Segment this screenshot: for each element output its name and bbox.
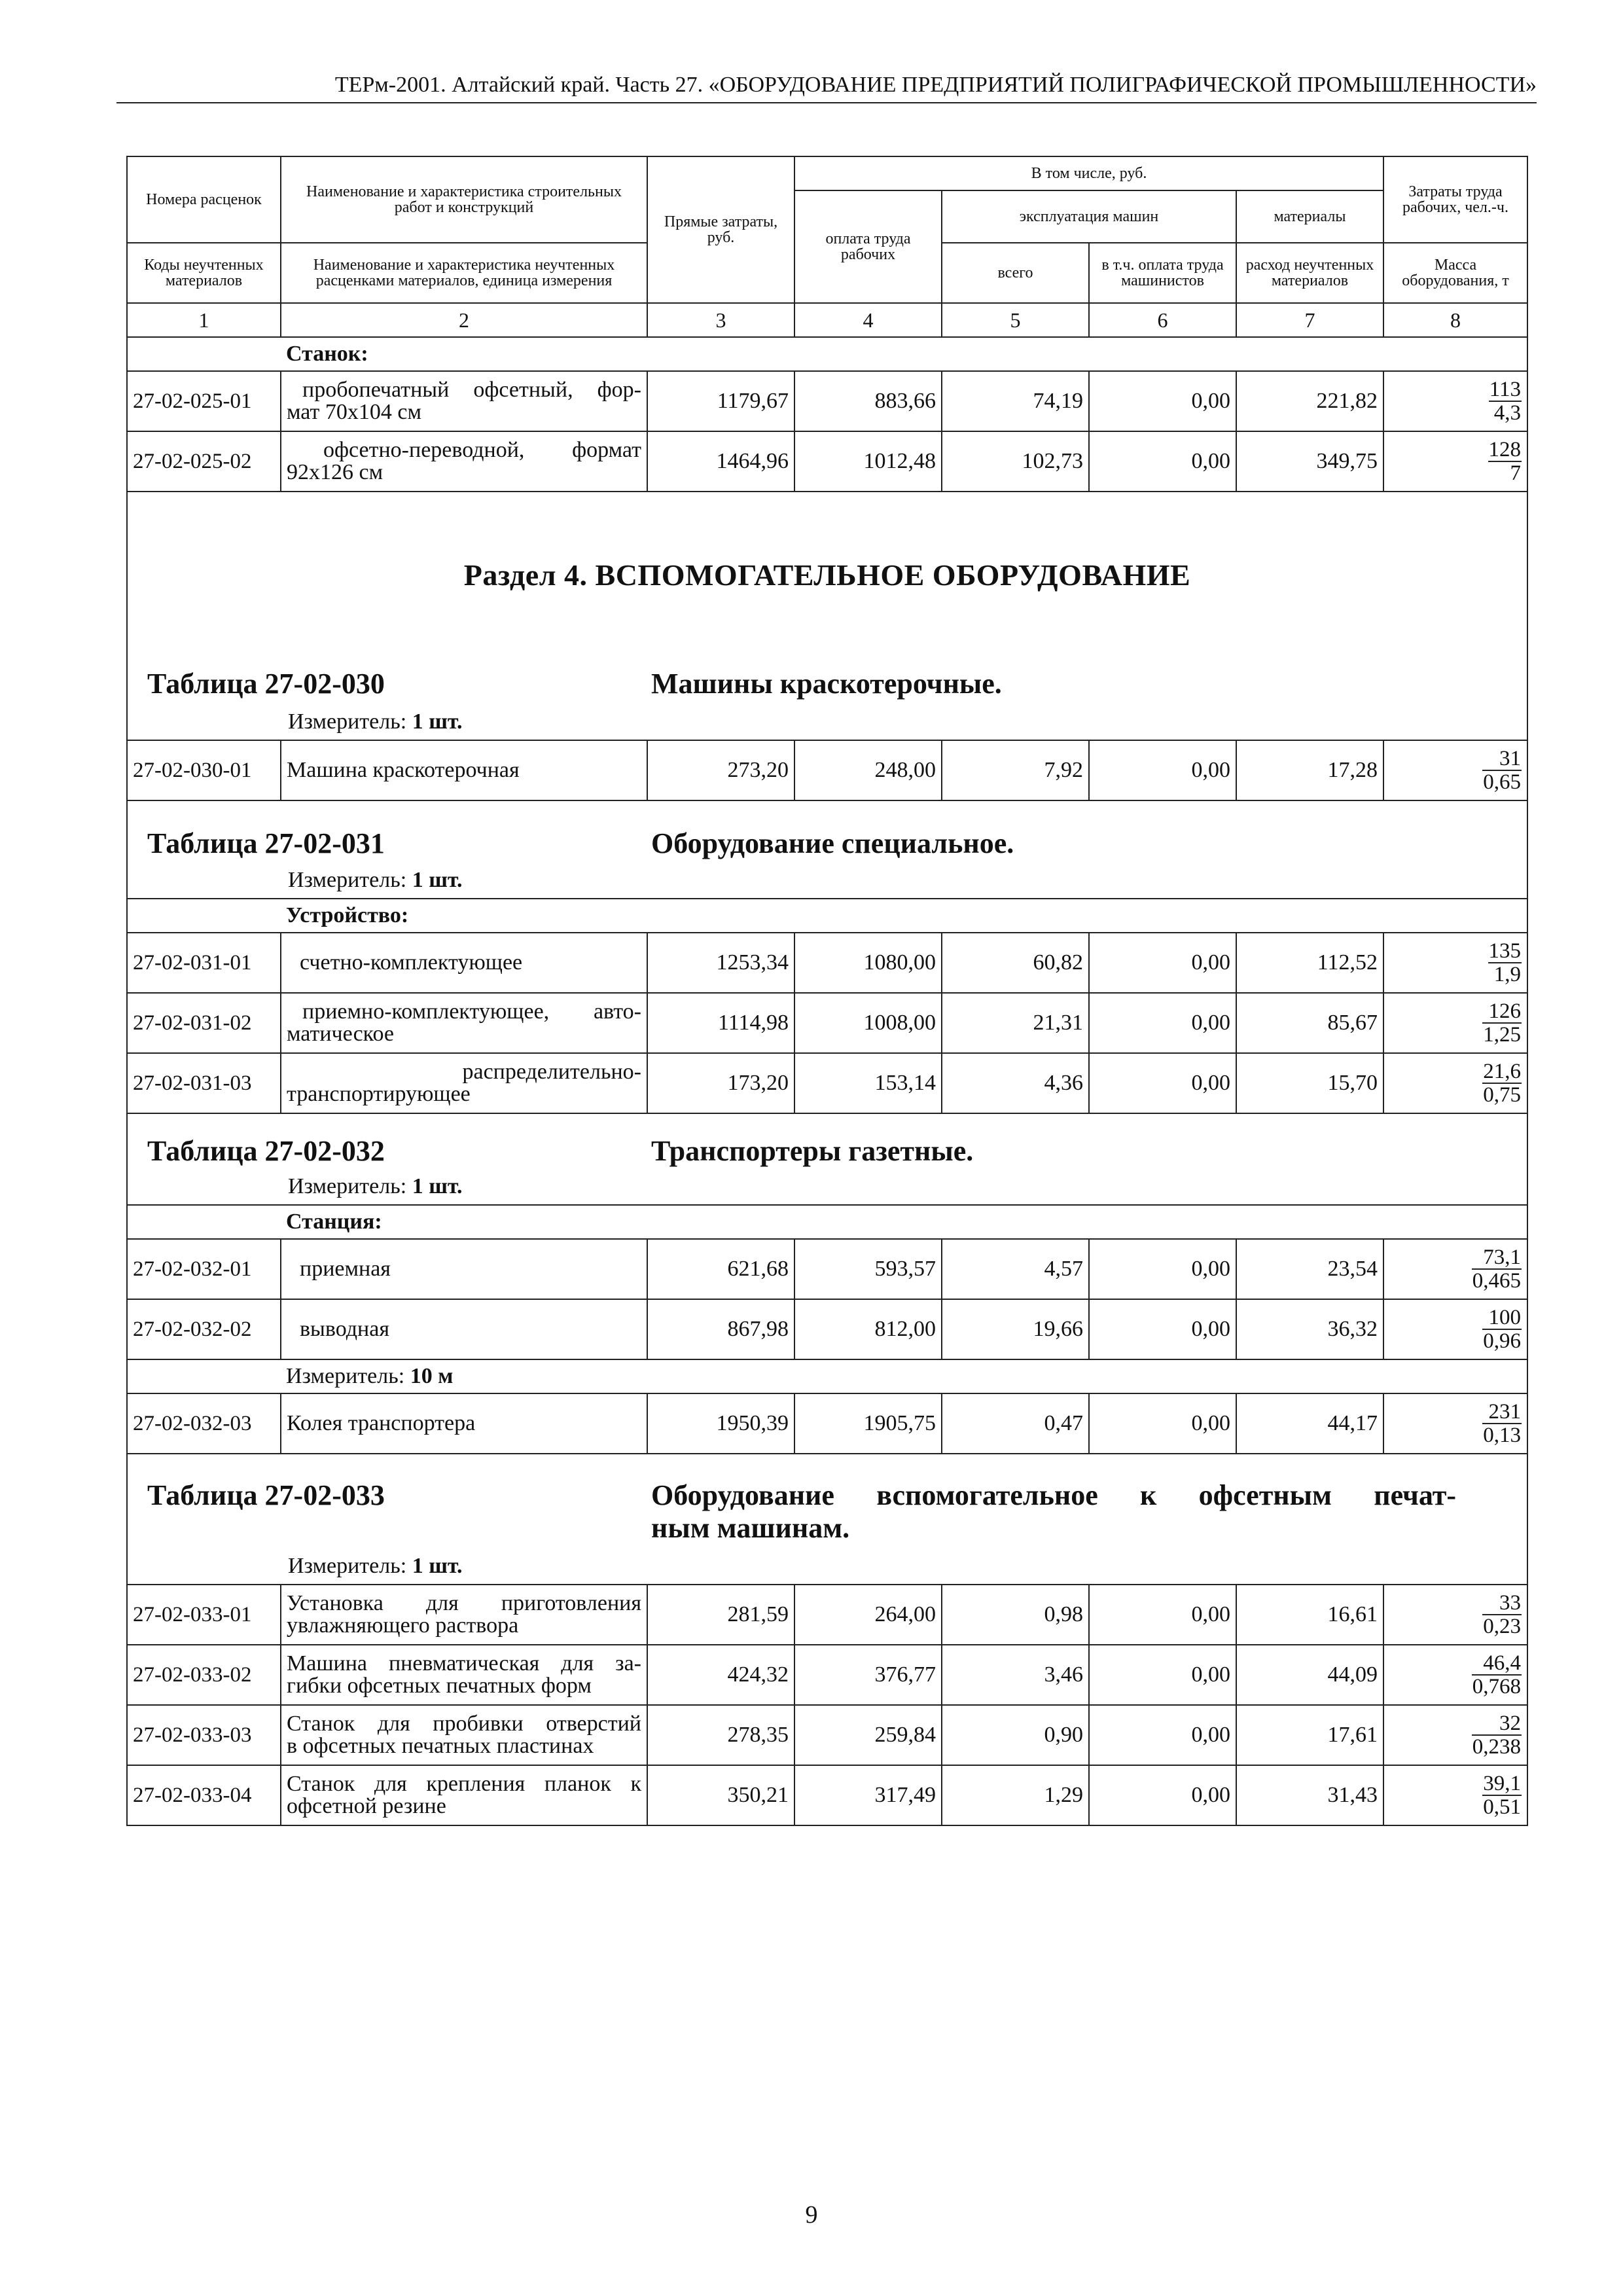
machine-total: 4,36 bbox=[942, 1053, 1089, 1113]
materials-cost: 17,28 bbox=[1236, 740, 1383, 800]
rate-name-line: 92х126 см bbox=[287, 460, 383, 484]
table-row bbox=[127, 740, 1527, 800]
labor-pay: 248,00 bbox=[794, 740, 942, 800]
labor-mass-ratio bbox=[1383, 1053, 1527, 1113]
table-title: Транспортеры газетные. bbox=[651, 1135, 974, 1167]
table-row bbox=[127, 431, 1527, 492]
col-header-materials: материалы bbox=[1236, 190, 1383, 243]
direct-costs: 273,20 bbox=[647, 740, 794, 800]
table-number: Таблица 27-02-030 bbox=[147, 668, 385, 700]
table-row bbox=[127, 1645, 1527, 1705]
labor-hours: 31 bbox=[1482, 747, 1522, 771]
rate-name-line: мат 70х104 см bbox=[287, 400, 421, 424]
machine-total: 3,46 bbox=[942, 1645, 1089, 1705]
unit-value: 1 шт. bbox=[412, 1174, 463, 1198]
labor-pay: 812,00 bbox=[794, 1299, 942, 1359]
direct-costs: 350,21 bbox=[647, 1765, 794, 1825]
rate-code: 27-02-033-01 bbox=[127, 1585, 281, 1645]
table-row bbox=[127, 993, 1527, 1053]
equipment-mass: 0,65 bbox=[1483, 770, 1521, 794]
unit-label: Измеритель: bbox=[288, 709, 407, 734]
rate-name: приемная bbox=[281, 1239, 647, 1299]
labor-mass-ratio bbox=[1383, 1765, 1527, 1825]
unit-line bbox=[288, 868, 463, 893]
materials-cost: 349,75 bbox=[1236, 431, 1383, 492]
col-number: 6 bbox=[1089, 303, 1236, 337]
rate-name-line: пробопечатный офсетный, фор- bbox=[302, 378, 641, 402]
group-label: Станция: bbox=[281, 1205, 1527, 1239]
machine-total: 0,98 bbox=[942, 1585, 1089, 1645]
col-number: 4 bbox=[794, 303, 942, 337]
unit-line bbox=[288, 1554, 463, 1579]
materials-cost: 17,61 bbox=[1236, 1705, 1383, 1765]
rate-name-line: Станок для крепления планок к bbox=[287, 1772, 641, 1796]
labor-hours: 128 bbox=[1488, 438, 1521, 461]
labor-hours: 113 bbox=[1489, 378, 1521, 401]
rate-name bbox=[281, 1585, 647, 1645]
col-header-machine-operation: эксплуатация машин bbox=[942, 190, 1236, 243]
machine-total: 7,92 bbox=[942, 740, 1089, 800]
machinist-pay: 0,00 bbox=[1089, 1705, 1236, 1765]
labor-mass-ratio bbox=[1383, 993, 1527, 1053]
machinist-pay: 0,00 bbox=[1089, 371, 1236, 431]
table-row bbox=[127, 371, 1527, 431]
table-row bbox=[127, 933, 1527, 993]
labor-mass-ratio bbox=[1383, 431, 1527, 492]
rate-name: Колея транспортера bbox=[281, 1393, 647, 1454]
table-title: Оборудование специальное. bbox=[651, 827, 1014, 859]
labor-hours: 126 bbox=[1482, 1000, 1522, 1024]
direct-costs: 281,59 bbox=[647, 1585, 794, 1645]
table-heading bbox=[127, 1454, 1527, 1585]
machine-total: 102,73 bbox=[942, 431, 1089, 492]
rate-name bbox=[281, 371, 647, 431]
rate-name bbox=[281, 1765, 647, 1825]
equipment-mass: 0,13 bbox=[1483, 1424, 1521, 1447]
labor-mass-ratio bbox=[1383, 1393, 1527, 1454]
rate-name bbox=[281, 1053, 647, 1113]
materials-cost: 85,67 bbox=[1236, 993, 1383, 1053]
equipment-mass: 0,768 bbox=[1472, 1675, 1521, 1698]
rate-code: 27-02-031-02 bbox=[127, 993, 281, 1053]
unit-value: 1 шт. bbox=[412, 709, 463, 734]
group-label: Станок: bbox=[281, 337, 1527, 371]
col-header-labor-pay: оплата труда рабочих bbox=[794, 190, 942, 303]
machine-total: 0,90 bbox=[942, 1705, 1089, 1765]
machine-total: 19,66 bbox=[942, 1299, 1089, 1359]
labor-hours: 21,6 bbox=[1483, 1060, 1521, 1083]
rate-code: 27-02-025-01 bbox=[127, 371, 281, 431]
labor-pay: 1080,00 bbox=[794, 933, 942, 993]
col-header-work-name: Наименование и характеристика строительных работ и конструкций bbox=[281, 156, 647, 243]
table-number: Таблица 27-02-032 bbox=[147, 1135, 385, 1167]
direct-costs: 621,68 bbox=[647, 1239, 794, 1299]
rate-code: 27-02-033-04 bbox=[127, 1765, 281, 1825]
col-header-including: В том числе, руб. bbox=[794, 156, 1383, 190]
col-header-labor-costs: Затраты труда рабочих, чел.-ч. bbox=[1383, 156, 1527, 243]
rate-name-line: Машина пневматическая для за- bbox=[287, 1651, 641, 1676]
rate-name-line: транспортирующее bbox=[287, 1082, 471, 1106]
unit-line bbox=[288, 709, 463, 734]
labor-pay: 317,49 bbox=[794, 1765, 942, 1825]
machine-total: 74,19 bbox=[942, 371, 1089, 431]
rate-code: 27-02-032-01 bbox=[127, 1239, 281, 1299]
table-title-line: Оборудование вспомогательное к офсетным печат- bbox=[651, 1479, 1456, 1511]
rate-code: 27-02-032-03 bbox=[127, 1393, 281, 1454]
equipment-mass: 1,9 bbox=[1493, 963, 1521, 986]
direct-costs: 1253,34 bbox=[647, 933, 794, 993]
rates-table bbox=[126, 156, 1528, 1826]
labor-hours: 231 bbox=[1482, 1401, 1522, 1424]
labor-pay: 1012,48 bbox=[794, 431, 942, 492]
equipment-mass: 0,51 bbox=[1483, 1795, 1521, 1819]
materials-cost: 36,32 bbox=[1236, 1299, 1383, 1359]
equipment-mass: 1,25 bbox=[1483, 1023, 1521, 1047]
machine-total: 4,57 bbox=[942, 1239, 1089, 1299]
direct-costs: 278,35 bbox=[647, 1705, 794, 1765]
rate-name-line: матическое bbox=[287, 1022, 394, 1046]
rate-name-line: Установка для приготовления bbox=[287, 1591, 641, 1615]
section-title: Раздел 4. ВСПОМОГАТЕЛЬНОЕ ОБОРУДОВАНИЕ bbox=[463, 558, 1191, 592]
rate-name bbox=[281, 431, 647, 492]
rate-code: 27-02-031-01 bbox=[127, 933, 281, 993]
table-row bbox=[127, 1053, 1527, 1113]
direct-costs: 867,98 bbox=[647, 1299, 794, 1359]
labor-mass-ratio bbox=[1383, 371, 1527, 431]
labor-mass-ratio bbox=[1383, 933, 1527, 993]
col-number: 1 bbox=[127, 303, 281, 337]
machine-total: 21,31 bbox=[942, 993, 1089, 1053]
col-header-machinist-pay: в т.ч. оплата труда машинистов bbox=[1089, 243, 1236, 303]
machinist-pay: 0,00 bbox=[1089, 1239, 1236, 1299]
unit-value: 1 шт. bbox=[412, 1554, 463, 1578]
labor-pay: 264,00 bbox=[794, 1585, 942, 1645]
labor-pay: 1008,00 bbox=[794, 993, 942, 1053]
materials-cost: 112,52 bbox=[1236, 933, 1383, 993]
direct-costs: 1179,67 bbox=[647, 371, 794, 431]
materials-cost: 44,17 bbox=[1236, 1393, 1383, 1454]
table-number: Таблица 27-02-033 bbox=[147, 1479, 385, 1511]
unit-label: Измеритель: bbox=[288, 1554, 407, 1578]
equipment-mass: 0,238 bbox=[1472, 1735, 1521, 1759]
machinist-pay: 0,00 bbox=[1089, 1053, 1236, 1113]
labor-mass-ratio bbox=[1383, 1299, 1527, 1359]
table-row bbox=[127, 1585, 1527, 1645]
table-title-line: ным машинам. bbox=[651, 1512, 850, 1544]
labor-mass-ratio bbox=[1383, 1705, 1527, 1765]
rate-name-line: гибки офсетных печатных форм bbox=[287, 1674, 592, 1698]
machinist-pay: 0,00 bbox=[1089, 431, 1236, 492]
rate-name-line: в офсетных печатных пластинах bbox=[287, 1734, 594, 1758]
table-row bbox=[127, 1239, 1527, 1299]
labor-mass-ratio bbox=[1383, 1239, 1527, 1299]
rate-code: 27-02-033-03 bbox=[127, 1705, 281, 1765]
direct-costs: 424,32 bbox=[647, 1645, 794, 1705]
rate-name-line: офсетной резине bbox=[287, 1794, 446, 1818]
labor-pay: 376,77 bbox=[794, 1645, 942, 1705]
labor-hours: 73,1 bbox=[1472, 1246, 1522, 1270]
rate-code: 27-02-032-02 bbox=[127, 1299, 281, 1359]
labor-hours: 135 bbox=[1488, 939, 1521, 963]
labor-pay: 1905,75 bbox=[794, 1393, 942, 1454]
unit-value: 1 шт. bbox=[412, 868, 463, 892]
materials-cost: 15,70 bbox=[1236, 1053, 1383, 1113]
labor-hours: 39,1 bbox=[1483, 1772, 1521, 1795]
direct-costs: 1464,96 bbox=[647, 431, 794, 492]
rate-code: 27-02-030-01 bbox=[127, 740, 281, 800]
col-number: 8 bbox=[1383, 303, 1527, 337]
labor-pay: 593,57 bbox=[794, 1239, 942, 1299]
unit-label: Измеритель: bbox=[288, 1174, 407, 1198]
machinist-pay: 0,00 bbox=[1089, 1645, 1236, 1705]
unit-label: Измеритель: bbox=[286, 1364, 405, 1388]
equipment-mass: 0,23 bbox=[1483, 1615, 1521, 1638]
direct-costs: 173,20 bbox=[647, 1053, 794, 1113]
page-number: 9 bbox=[805, 2201, 818, 2229]
labor-hours: 33 bbox=[1482, 1592, 1522, 1615]
materials-cost: 31,43 bbox=[1236, 1765, 1383, 1825]
table-row bbox=[127, 1393, 1527, 1454]
table-title bbox=[651, 1479, 1456, 1545]
rate-name-line: офсетно-переводной, формат bbox=[323, 438, 641, 462]
machinist-pay: 0,00 bbox=[1089, 1393, 1236, 1454]
rate-name-line: увлажняющего раствора bbox=[287, 1613, 519, 1638]
rate-name bbox=[281, 993, 647, 1053]
materials-cost: 16,61 bbox=[1236, 1585, 1383, 1645]
col-header-equipment-mass: Масса оборудования, т bbox=[1383, 243, 1527, 303]
col-header-material-codes: Коды неучтенных материалов bbox=[127, 243, 281, 303]
rate-name-line: распределительно- bbox=[462, 1060, 641, 1084]
col-header-rate-numbers: Номера расценок bbox=[127, 156, 281, 243]
materials-cost: 221,82 bbox=[1236, 371, 1383, 431]
col-number: 2 bbox=[281, 303, 647, 337]
machinist-pay: 0,00 bbox=[1089, 1299, 1236, 1359]
labor-mass-ratio bbox=[1383, 1645, 1527, 1705]
col-header-direct-costs: Прямые затраты, руб. bbox=[647, 156, 794, 303]
labor-pay: 883,66 bbox=[794, 371, 942, 431]
unit-label: Измеритель: bbox=[288, 868, 407, 892]
machine-total: 1,29 bbox=[942, 1765, 1089, 1825]
equipment-mass: 0,75 bbox=[1483, 1083, 1521, 1107]
col-header-machine-total: всего bbox=[942, 243, 1089, 303]
table-number: Таблица 27-02-031 bbox=[147, 827, 385, 859]
machine-total: 60,82 bbox=[942, 933, 1089, 993]
direct-costs: 1114,98 bbox=[647, 993, 794, 1053]
col-number: 5 bbox=[942, 303, 1089, 337]
machinist-pay: 0,00 bbox=[1089, 993, 1236, 1053]
machinist-pay: 0,00 bbox=[1089, 740, 1236, 800]
machine-total: 0,47 bbox=[942, 1393, 1089, 1454]
equipment-mass: 7 bbox=[1510, 461, 1521, 485]
rate-name-line: Станок для пробивки отверстий bbox=[287, 1712, 641, 1736]
table-heading bbox=[127, 1113, 1527, 1205]
labor-mass-ratio bbox=[1383, 740, 1527, 800]
materials-cost: 44,09 bbox=[1236, 1645, 1383, 1705]
rate-name bbox=[281, 1645, 647, 1705]
direct-costs: 1950,39 bbox=[647, 1393, 794, 1454]
labor-pay: 153,14 bbox=[794, 1053, 942, 1113]
rate-name-line: приемно-комплектующее, авто- bbox=[302, 999, 641, 1024]
rate-name: выводная bbox=[281, 1299, 647, 1359]
table-title: Машины краскотерочные. bbox=[651, 668, 1002, 700]
machinist-pay: 0,00 bbox=[1089, 1765, 1236, 1825]
unit-line bbox=[281, 1359, 1527, 1393]
machinist-pay: 0,00 bbox=[1089, 1585, 1236, 1645]
col-header-material-name: Наименование и характеристика неучтенных расценками материалов, единица измерения bbox=[281, 243, 647, 303]
labor-hours: 46,4 bbox=[1472, 1652, 1522, 1676]
labor-mass-ratio bbox=[1383, 1585, 1527, 1645]
labor-hours: 32 bbox=[1472, 1712, 1522, 1736]
table-row bbox=[127, 1299, 1527, 1359]
rate-name bbox=[281, 1705, 647, 1765]
section-block bbox=[127, 492, 1527, 740]
table-row bbox=[127, 1765, 1527, 1825]
group-label: Устройство: bbox=[281, 899, 1527, 933]
machinist-pay: 0,00 bbox=[1089, 933, 1236, 993]
rate-code: 27-02-031-03 bbox=[127, 1053, 281, 1113]
table-heading bbox=[127, 800, 1527, 899]
equipment-mass: 4,3 bbox=[1493, 401, 1521, 425]
page-header: ТЕРм-2001. Алтайский край. Часть 27. «ОБОРУДОВАНИЕ ПРЕДПРИЯТИЙ ПОЛИГРАФИЧЕСКОЙ ПРОМЫШЛЕННОСТИ» bbox=[116, 71, 1537, 103]
equipment-mass: 0,96 bbox=[1483, 1329, 1521, 1353]
unit-line bbox=[288, 1174, 463, 1199]
col-number: 3 bbox=[647, 303, 794, 337]
labor-hours: 100 bbox=[1482, 1306, 1522, 1330]
equipment-mass: 0,465 bbox=[1472, 1269, 1521, 1293]
rate-code: 27-02-025-02 bbox=[127, 431, 281, 492]
unit-value: 10 м bbox=[410, 1364, 454, 1388]
materials-cost: 23,54 bbox=[1236, 1239, 1383, 1299]
col-header-unaccounted-materials: расход неучтенных материалов bbox=[1236, 243, 1383, 303]
rate-code: 27-02-033-02 bbox=[127, 1645, 281, 1705]
rate-name: Машина краскотерочная bbox=[281, 740, 647, 800]
table-row bbox=[127, 1705, 1527, 1765]
labor-pay: 259,84 bbox=[794, 1705, 942, 1765]
rate-name: счетно-комплектующее bbox=[281, 933, 647, 993]
col-number: 7 bbox=[1236, 303, 1383, 337]
